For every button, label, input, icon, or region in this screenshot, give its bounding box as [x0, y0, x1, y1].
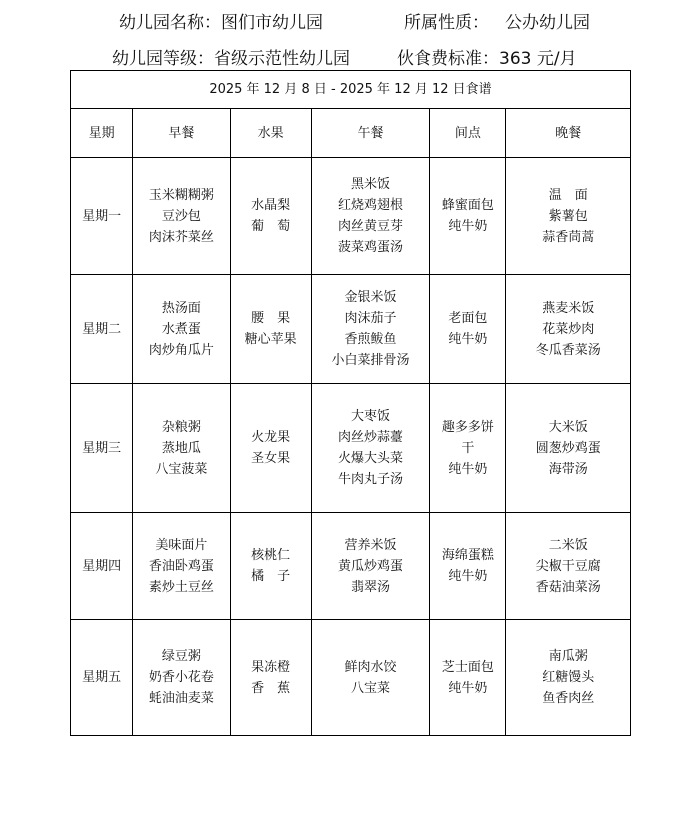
lunch-item: 牛肉丸子汤	[337, 472, 403, 487]
lunch-item: 营养米饭	[344, 537, 397, 553]
fruit-item: 核桃仁	[251, 548, 291, 563]
lunch-item: 翡翠汤	[350, 579, 390, 595]
dinner-item: 蒜香茼蒿	[542, 229, 595, 245]
snack-item: 老面包	[448, 311, 488, 326]
day-label: 星期一	[71, 158, 133, 275]
snack-item: 纯牛奶	[448, 219, 488, 234]
breakfast-item: 杂粮粥	[161, 419, 201, 435]
meal-fee-standard: 伙食费标准：363 元/月	[397, 49, 577, 69]
lunch-cell	[311, 513, 429, 620]
fruit-item: 葡 萄	[251, 219, 291, 234]
lunch-item: 红烧鸡翅根	[337, 198, 403, 213]
lunch-item: 小白菜排骨汤	[331, 353, 410, 368]
lunch-item: 火爆大头菜	[337, 451, 403, 466]
ownership-value: 公办幼儿园	[505, 13, 590, 33]
dinner-cell	[506, 620, 631, 736]
fruit-item: 圣女果	[251, 451, 291, 466]
breakfast-item: 八宝菠菜	[155, 461, 208, 477]
date-range: 2025 年 12 月 8 日 - 2025 年 12 月 12 日食谱	[71, 71, 631, 109]
breakfast-item: 绿豆粥	[161, 649, 201, 664]
snack-cell	[430, 513, 506, 620]
fruit-item: 水晶梨	[251, 198, 291, 213]
lunch-cell	[311, 158, 429, 275]
lunch-item: 鲜肉水饺	[344, 659, 397, 675]
lunch-item: 黑米饭	[350, 177, 390, 192]
snack-item: 芝士面包	[441, 659, 494, 675]
fruit-item: 果冻橙	[251, 659, 291, 675]
snack-item: 蜂蜜面包	[441, 198, 494, 213]
dinner-item: 冬瓜香菜汤	[535, 342, 601, 358]
snack-item: 纯牛奶	[448, 461, 488, 477]
lunch-item: 肉丝黄豆芽	[337, 219, 403, 234]
snack-cell	[430, 158, 506, 275]
breakfast-item: 蒸地瓜	[161, 440, 201, 456]
breakfast-item: 奶香小花卷	[148, 670, 214, 685]
snack-item: 纯牛奶	[448, 680, 488, 696]
snack-item: 趣多多饼	[441, 419, 494, 435]
dinner-cell	[506, 158, 631, 275]
day-row-tuesday	[71, 275, 631, 384]
breakfast-cell	[133, 158, 230, 275]
fruit-cell	[230, 384, 311, 513]
fruit-item: 橘 子	[251, 569, 291, 584]
lunch-item: 金银米饭	[344, 290, 397, 305]
snack-item: 海绵蛋糕	[441, 548, 494, 563]
day-row-monday	[71, 158, 631, 275]
dinner-item: 南瓜粥	[548, 649, 588, 664]
dinner-item: 尖椒干豆腐	[535, 558, 601, 574]
day-label: 星期三	[71, 384, 133, 513]
dinner-item: 香菇油菜汤	[535, 579, 601, 595]
column-header-dinner: 晚餐	[506, 109, 631, 158]
lunch-cell	[311, 384, 429, 513]
lunch-item: 菠菜鸡蛋汤	[337, 240, 403, 255]
column-header-day: 星期	[71, 109, 133, 158]
fruit-cell	[230, 275, 311, 384]
column-header-breakfast: 早餐	[133, 109, 230, 158]
lunch-item: 香煎鲅鱼	[344, 332, 397, 347]
lunch-cell	[311, 275, 429, 384]
day-label: 星期四	[71, 513, 133, 620]
dinner-item: 红糖馒头	[542, 670, 595, 685]
dinner-item: 大米饭	[548, 419, 588, 435]
day-label: 星期五	[71, 620, 133, 736]
fruit-item: 糖心苹果	[244, 332, 297, 347]
column-header-lunch: 午餐	[311, 109, 429, 158]
lunch-item: 肉沫茄子	[344, 311, 397, 326]
fruit-item: 火龙果	[251, 430, 291, 445]
lunch-cell	[311, 620, 429, 736]
dinner-cell	[506, 384, 631, 513]
breakfast-cell	[133, 620, 230, 736]
breakfast-item: 热汤面	[161, 300, 201, 316]
lunch-item: 八宝菜	[350, 680, 390, 696]
breakfast-item: 美味面片	[155, 537, 208, 553]
breakfast-item: 香油卧鸡蛋	[148, 558, 214, 574]
snack-item: 纯牛奶	[448, 332, 488, 347]
fruit-cell	[230, 620, 311, 736]
breakfast-item: 豆沙包	[161, 208, 201, 224]
breakfast-cell	[133, 384, 230, 513]
weekly-menu-table	[70, 70, 631, 736]
dinner-cell	[506, 275, 631, 384]
breakfast-item: 水煮蛋	[161, 321, 201, 337]
fruit-cell	[230, 158, 311, 275]
snack-cell	[430, 620, 506, 736]
snack-item: 干	[461, 440, 475, 456]
breakfast-item: 肉沫芥菜丝	[148, 229, 214, 245]
ownership-label: 所属性质：	[404, 13, 489, 33]
day-label: 星期二	[71, 275, 133, 384]
lunch-item: 肉丝炒蒜薹	[337, 430, 403, 445]
breakfast-cell	[133, 275, 230, 384]
column-header-snack: 间点	[430, 109, 506, 158]
kindergarten-grade: 幼儿园等级：省级示范性幼儿园	[112, 49, 350, 69]
breakfast-item: 肉炒角瓜片	[148, 342, 214, 358]
breakfast-item: 素炒土豆丝	[148, 579, 214, 595]
dinner-item: 海带汤	[548, 461, 588, 477]
fruit-item: 香 蕉	[251, 680, 291, 696]
date-range-row	[71, 71, 631, 109]
day-row-thursday	[71, 513, 631, 620]
breakfast-item: 蚝油油麦菜	[148, 691, 214, 706]
column-header-fruit: 水果	[230, 109, 311, 158]
kindergarten-name: 幼儿园名称：图们市幼儿园	[119, 13, 323, 33]
dinner-cell	[506, 513, 631, 620]
snack-cell	[430, 275, 506, 384]
dinner-item: 二米饭	[548, 537, 588, 553]
dinner-item: 花菜炒肉	[542, 321, 595, 337]
dinner-item: 燕麦米饭	[542, 300, 595, 316]
breakfast-cell	[133, 513, 230, 620]
snack-item: 纯牛奶	[448, 569, 488, 584]
dinner-item: 紫薯包	[548, 208, 588, 224]
day-row-friday	[71, 620, 631, 736]
column-header-row	[71, 109, 631, 158]
lunch-item: 大枣饭	[350, 409, 390, 424]
dinner-item: 温 面	[548, 187, 588, 203]
dinner-item: 圆葱炒鸡蛋	[535, 440, 601, 456]
fruit-cell	[230, 513, 311, 620]
day-row-wednesday	[71, 384, 631, 513]
lunch-item: 黄瓜炒鸡蛋	[337, 558, 403, 574]
breakfast-item: 玉米糊糊粥	[148, 187, 214, 203]
snack-cell	[430, 384, 506, 513]
dinner-item: 鱼香肉丝	[542, 691, 595, 706]
fruit-item: 腰 果	[251, 311, 291, 326]
